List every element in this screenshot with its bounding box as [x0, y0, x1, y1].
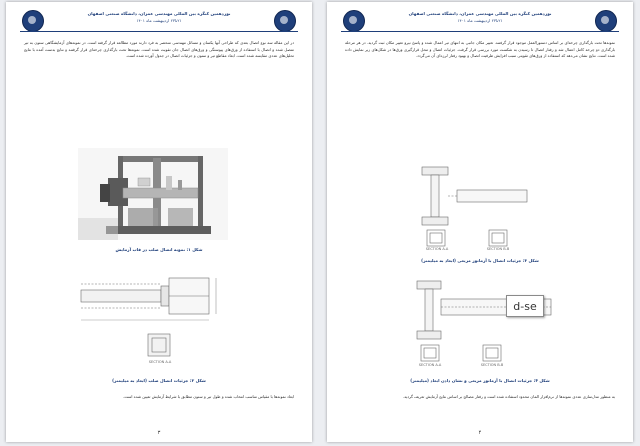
- section-label: SECTION B-B: [486, 247, 510, 251]
- page-right: [327, 2, 633, 442]
- paragraph: نمونه‌ها تحت بارگذاری چرخه‌ای بر اساس دستورالعمل موجود قرار گرفتند. تغییر مکان جانبی به انتهای تیر اعمال شده و پاسخ نیرو تغییر مکان ثبت گردید. در هر مرحله بارگذاری دو چرخه کامل اعمال شد و رفتار اتصال تا رسیدن به شکست مورد بررسی قرار گرفت. جزئیات اتصال و محل قرارگیری ورق‌ها در شکل‌های زیر نمایش داده شده است. نتایج نشان می‌دهد که استفاده از ورق‌های تقویتی سبب افزایش ظرفیت اتصال و بهبود رفتار لرزه‌ای آن می‌گردد.: [345, 40, 615, 59]
- header-title: نوزدهمین کنگره بین المللی مهندسی عمران، دانشگاه صنعتی اصفهان: [87, 11, 231, 16]
- figure-caption: شکل ۴: جزئیات اتصال با آرماتور مربعی و نشان دادن ابعاد (میلیمتر): [410, 378, 550, 383]
- section-label: SECTION A-A: [425, 247, 449, 251]
- congress-logo-icon: [343, 10, 365, 32]
- header-date: ۲۱تا۲۳ اردیبهشت ماه ۱۴۰۱: [136, 18, 182, 23]
- test-setup-photo: [78, 148, 228, 240]
- university-logo-icon: [274, 10, 296, 32]
- header-rule: [341, 31, 619, 32]
- section-label: SECTION B-B: [480, 363, 504, 367]
- paragraph: در این مقاله سه نوع اتصال بعدی که طراحی آنها یکسان و مسائل مهندسی منحصر به فرد دارند مورد مطالعه قرار گرفته است. در نمونه‌های آزمایشگاهی ستون به تیر متصل شده و اتصال با استفاده از ورق‌های پیوستگی و ورق‌های اتصال جان تقویت شده است. نمونه‌ها تحت بارگذاری چرخه‌ای قرار گرفتند و نتایج بدست آمده با نتایج تحلیل‌های عددی مقایسه شده است. ابعاد مقاطع تیر و ستون و جزئیات اتصال در جدول آورده شده است.: [24, 40, 294, 59]
- university-logo-icon: [595, 10, 617, 32]
- header-date: ۲۱تا۲۳ اردیبهشت ماه ۱۴۰۱: [457, 18, 503, 23]
- header-title: نوزدهمین کنگره بین المللی مهندسی عمران، دانشگاه صنعتی اصفهان: [408, 11, 552, 16]
- beam-detail-drawing: [407, 277, 577, 373]
- page-left: [6, 2, 312, 442]
- figure-caption: شکل ۱: نمونه اتصال صلب در قاب آزمایش: [115, 247, 203, 252]
- connection-drawing: [76, 272, 246, 372]
- page-header: [343, 10, 617, 36]
- section-label: SECTION A-A: [418, 363, 442, 367]
- paragraph: ابعاد نمونه‌ها با مقیاس مناسب انتخاب شده و طول تیر و ستون مطابق با شرایط آزمایش تعیین شده است.: [123, 394, 294, 399]
- page-number: ۴: [478, 430, 482, 436]
- page-header: [22, 10, 296, 36]
- figure-caption: شکل ۲: جزئیات اتصال صلب (ابعاد به میلیمتر): [112, 378, 206, 383]
- figure-caption: شکل ۳: جزئیات اتصال با آرماتور مربعی (ابعاد به میلیمتر): [421, 258, 539, 263]
- page-number: ۳: [157, 430, 161, 436]
- header-rule: [20, 31, 298, 32]
- t-section-drawing: [417, 162, 557, 252]
- section-label: SECTION A-A: [148, 360, 172, 364]
- overlay-label: d-se: [506, 295, 544, 317]
- paragraph: به منظور مدل‌سازی عددی نمونه‌ها از نرم‌افزار المان محدود استفاده شده است و رفتار مصالح بر اساس نتایج آزمایش تعریف گردید.: [402, 394, 615, 399]
- congress-logo-icon: [22, 10, 44, 32]
